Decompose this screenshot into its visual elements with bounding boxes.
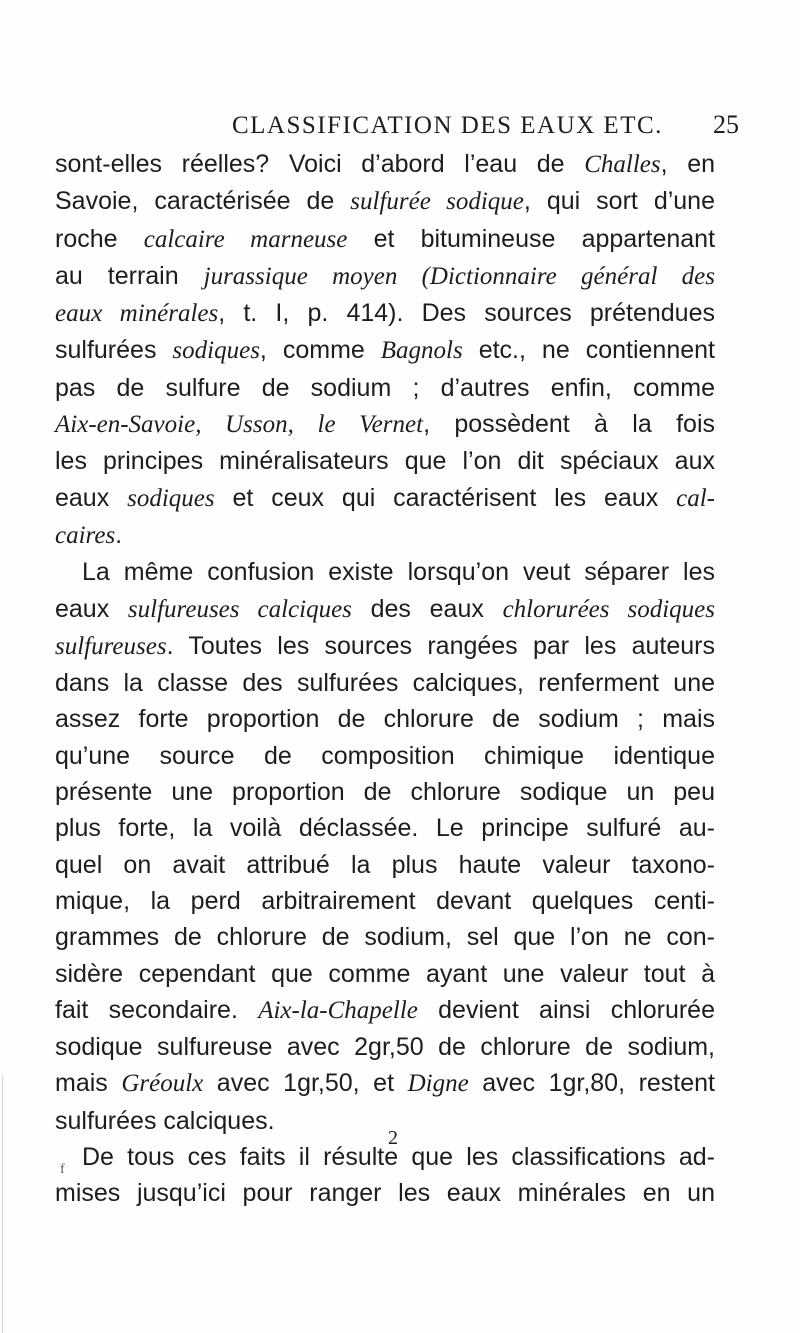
text-run: mises jusqu’ici pour ranger les eaux minérales en un	[55, 1179, 715, 1208]
text-run: avec 1gr,50, et	[203, 1069, 408, 1098]
margin-mark: f	[60, 1162, 65, 1177]
italic-phrase: sulfureuses calciques	[127, 595, 352, 623]
text-line	[55, 701, 715, 737]
text-run: , comme	[259, 336, 381, 365]
text-run: plus forte, la voilà déclassée. Le principe sulfuré au-	[55, 814, 715, 843]
text-run: sulfurées calciques.	[55, 1106, 275, 1135]
text-run: assez forte proportion de chlorure de sodium ; mais	[55, 705, 715, 734]
text-run: qu’une source de composition chimique identique	[55, 741, 715, 770]
text-line	[55, 1175, 715, 1211]
text-run: présente une proportion de chlorure sodique un peu	[55, 778, 715, 807]
text-run: Savoie, caractérisée de	[55, 187, 351, 216]
text-line	[55, 221, 715, 258]
italic-phrase: sulfurée sodique	[350, 188, 524, 216]
text-run: roche	[55, 224, 144, 253]
text-run: sodique sulfureuse avec 2gr,50 de chlorure de sodium,	[55, 1033, 715, 1062]
italic-phrase: Bagnols	[380, 337, 463, 365]
text-line	[55, 919, 715, 955]
text-run: sidère cependant que comme ayant une valeur tout à	[55, 959, 715, 988]
italic-phrase: calcaire marneuse	[143, 225, 348, 253]
text-line	[55, 443, 715, 479]
text-run: mais	[55, 1069, 122, 1098]
text-run: sont-elles réelles? Voici d’abord l’eau de	[55, 150, 585, 178]
text-run: etc., ne contiennent	[462, 336, 715, 365]
text-line	[55, 992, 715, 1029]
text-run: au terrain	[55, 261, 204, 290]
text-run: La même confusion existe lorsqu’on veut séparer les	[82, 558, 715, 587]
text-run: les principes minéralisateurs que l’on dit spéciaux aux	[55, 447, 715, 476]
text-line	[55, 183, 715, 220]
text-line	[55, 1065, 715, 1102]
text-run: , en	[660, 150, 715, 178]
italic-phrase: sodiques	[127, 484, 215, 512]
text-run: grammes de chlorure de sodium, sel que l’on ne con-	[55, 923, 715, 952]
italic-phrase: jurassique moyen (Dictionnaire général des	[203, 262, 715, 290]
text-run: sulfurées	[55, 336, 173, 365]
italic-phrase: sodiques	[172, 337, 260, 365]
text-run: eaux	[55, 594, 128, 623]
text-line	[55, 480, 715, 517]
text-run: . Toutes les sources rangées par les auteurs	[166, 631, 715, 660]
italic-phrase: cal-	[676, 484, 715, 512]
text-line	[55, 146, 715, 183]
text-run: , t. I, p. 414). Des sources prétendues	[218, 299, 715, 328]
text-line	[55, 517, 715, 554]
text-line	[55, 1029, 715, 1065]
italic-phrase: Aix-en-Savoie, Usson, le Vernet	[55, 411, 424, 439]
text-line	[55, 591, 715, 628]
text-run: pas de sulfure de sodium ; d’autres enfin, comme	[55, 373, 715, 402]
text-line	[55, 258, 715, 295]
text-line	[55, 295, 715, 332]
italic-phrase: eaux minérales	[55, 300, 219, 328]
text-run: , qui sort d’une	[523, 187, 715, 216]
text-line	[55, 628, 715, 665]
text-run: et bitumineuse appartenant	[347, 224, 716, 253]
text-line	[55, 956, 715, 992]
text-run: De tous ces faits il résulte que les classifications ad-	[82, 1143, 715, 1172]
text-run: .	[115, 520, 123, 549]
text-run: eaux	[55, 483, 128, 512]
text-run: et ceux qui caractérisent les eaux	[214, 483, 677, 512]
italic-phrase: sulfureuses	[55, 632, 167, 660]
text-line	[55, 810, 715, 846]
italic-phrase: Gréoulx	[121, 1070, 204, 1098]
text-line	[55, 406, 715, 443]
body-text	[55, 146, 715, 1212]
text-line	[55, 1103, 715, 1139]
text-line	[55, 883, 715, 919]
italic-phrase: Digne	[407, 1070, 469, 1098]
text-run: avec 1gr,80, restent	[468, 1069, 715, 1098]
text-line	[55, 774, 715, 810]
text-line	[55, 332, 715, 369]
signature-mark: 2	[388, 1127, 398, 1149]
text-line	[55, 370, 715, 406]
text-line	[55, 665, 715, 701]
italic-phrase: chlorurées sodiques	[502, 595, 715, 623]
italic-phrase: Aix-la-Chapelle	[258, 996, 418, 1024]
text-run: mique, la perd arbitrairement devant quelques centi-	[55, 886, 715, 915]
text-run: quel on avait attribué la plus haute valeur taxono-	[55, 850, 715, 879]
running-title: CLASSIFICATION DES EAUX ETC.	[232, 112, 663, 139]
text-run: devient ainsi chlorurée	[417, 995, 715, 1024]
italic-phrase: Challes	[584, 151, 661, 178]
page-number: 25	[713, 110, 739, 139]
italic-phrase: caires	[55, 521, 116, 549]
text-run: des eaux	[351, 594, 503, 623]
text-run: dans la classe des sulfurées calciques, renferment une	[55, 669, 715, 698]
text-line	[55, 738, 715, 774]
text-run: fait secondaire.	[55, 995, 259, 1024]
page-edge-rule	[2, 1075, 3, 1333]
text-line	[55, 554, 715, 590]
text-line	[55, 847, 715, 883]
text-run: , possèdent à la fois	[423, 410, 715, 439]
text-line	[55, 1139, 715, 1175]
